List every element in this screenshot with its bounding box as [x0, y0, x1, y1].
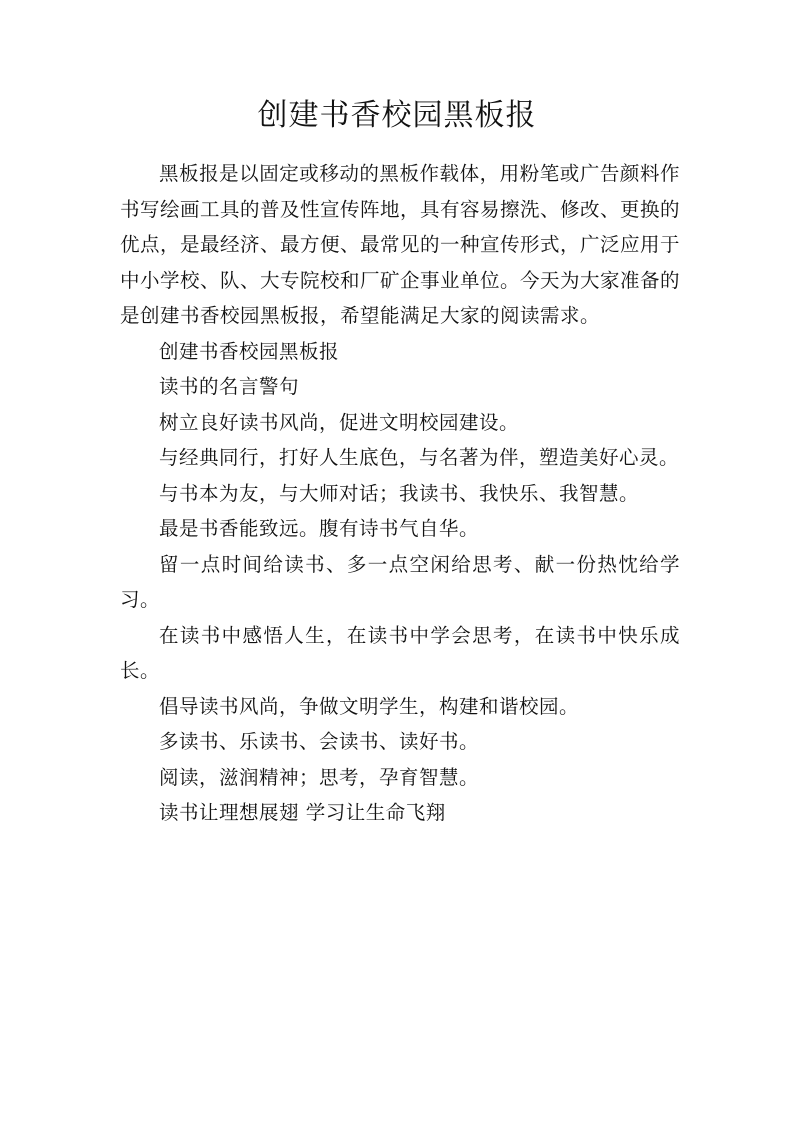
quote-item: 读书让理想展翅 学习让生命飞翔 [159, 801, 446, 824]
quote-item: 倡导读书风尚，争做文明学生，构建和谐校园。 [159, 694, 580, 718]
quote-item: 留一点时间给读书、多一点空闲给思考、献一份热忱给学习。 [120, 552, 680, 611]
paragraph-intro: 黑板报是以固定或移动的黑板作载体，用粉笔或广告颜料作书写绘画工具的普及性宣传阵地，具有容易擦洗、修改、更换的优点，是最经济、最方便、最常见的一种宣传形式，广泛应用于中小学校、队、大专院校和厂矿企事业单位。今天为大家准备的是创建书香校园黑板报，希望能满足大家的阅读需求。 [120, 162, 681, 327]
quote-item: 与经典同行，打好人生底色，与名著为伴，塑造美好心灵。 [159, 446, 680, 469]
quote-item: 与书本为友，与大师对话；我读书、我快乐、我智慧。 [159, 481, 640, 505]
quote-item: 在读书中感悟人生，在读书中学会思考，在读书中快乐成长。 [120, 623, 680, 682]
paragraph-section-heading: 读书的名言警句 [159, 375, 300, 398]
document-body [120, 156, 680, 831]
quote-item: 最是书香能致远。腹有诗书气自华。 [159, 517, 480, 540]
quote-item: 阅读，滋润精神；思考，孕育智慧。 [159, 765, 480, 789]
paragraph-subtitle: 创建书香校园黑板报 [159, 339, 340, 363]
quote-item: 多读书、乐读书、会读书、读好书。 [159, 730, 480, 753]
document-title: 创建书香校园黑板报 [257, 98, 537, 133]
quote-item: 树立良好读书风尚，促进文明校园建设。 [159, 410, 520, 434]
